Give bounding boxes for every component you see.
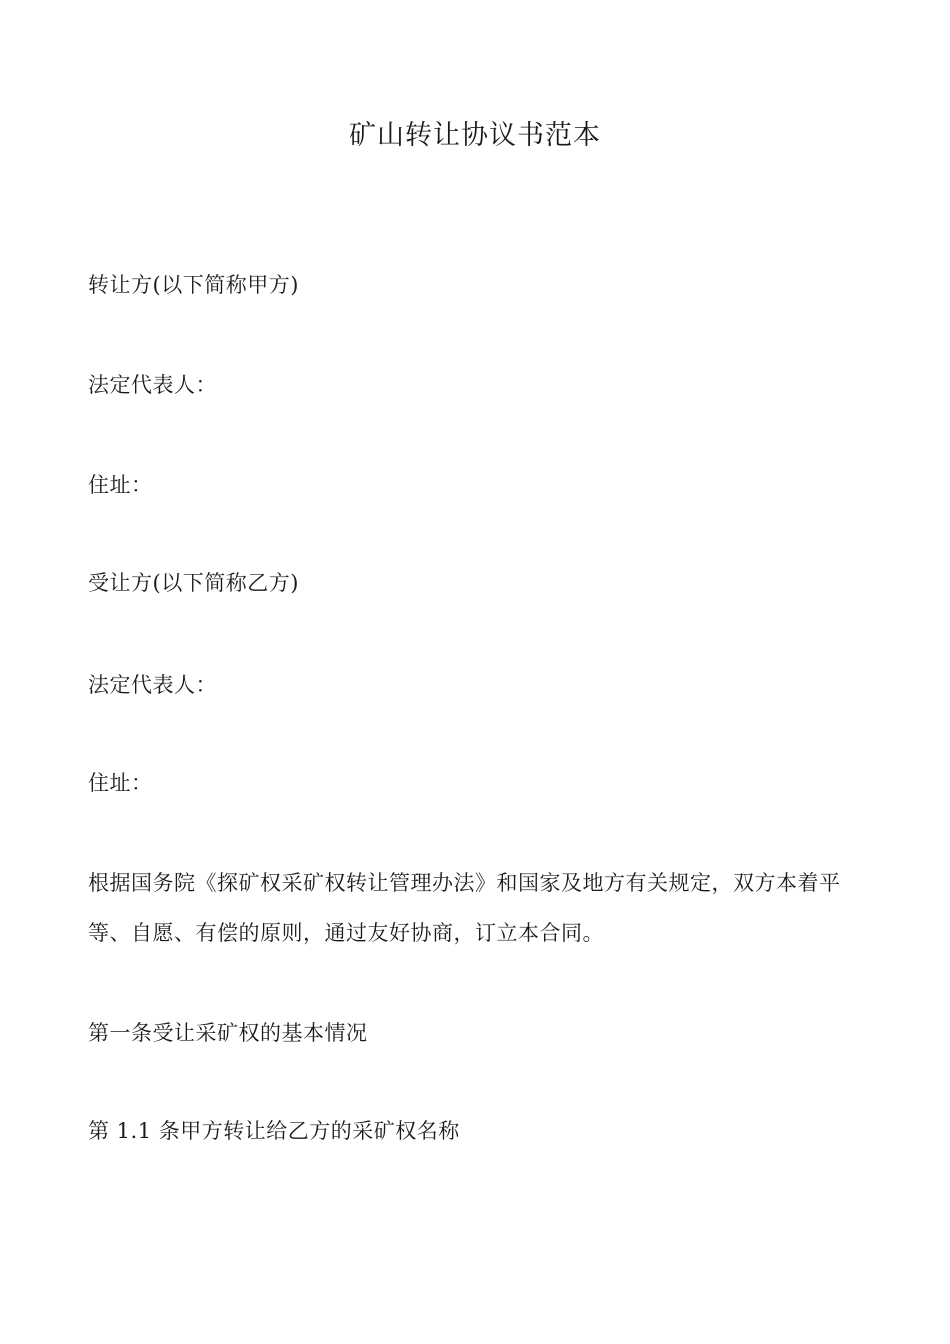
document-title: 矿山转让协议书范本 — [349, 120, 601, 151]
transferor-legal-rep-line: 法定代表人： — [88, 373, 217, 397]
transferee-legal-rep-line: 法定代表人： — [88, 673, 217, 697]
article-1-1-clause: 第 1.1 条甲方转让给乙方的采矿权名称 — [88, 1119, 460, 1143]
transferee-address-line: 住址： — [88, 771, 153, 795]
transferor-address-line: 住址： — [88, 473, 153, 497]
article-one-heading: 第一条受让采矿权的基本情况 — [88, 1021, 368, 1045]
transferor-line: 转让方(以下简称甲方) — [88, 273, 299, 297]
preamble-paragraph: 根据国务院《探矿权采矿权转让管理办法》和国家及地方有关规定，双方本着平等、自愿、有偿的原则，通过友好协商，订立本合同。 — [88, 871, 841, 945]
transferee-line: 受让方(以下简称乙方) — [88, 571, 299, 595]
